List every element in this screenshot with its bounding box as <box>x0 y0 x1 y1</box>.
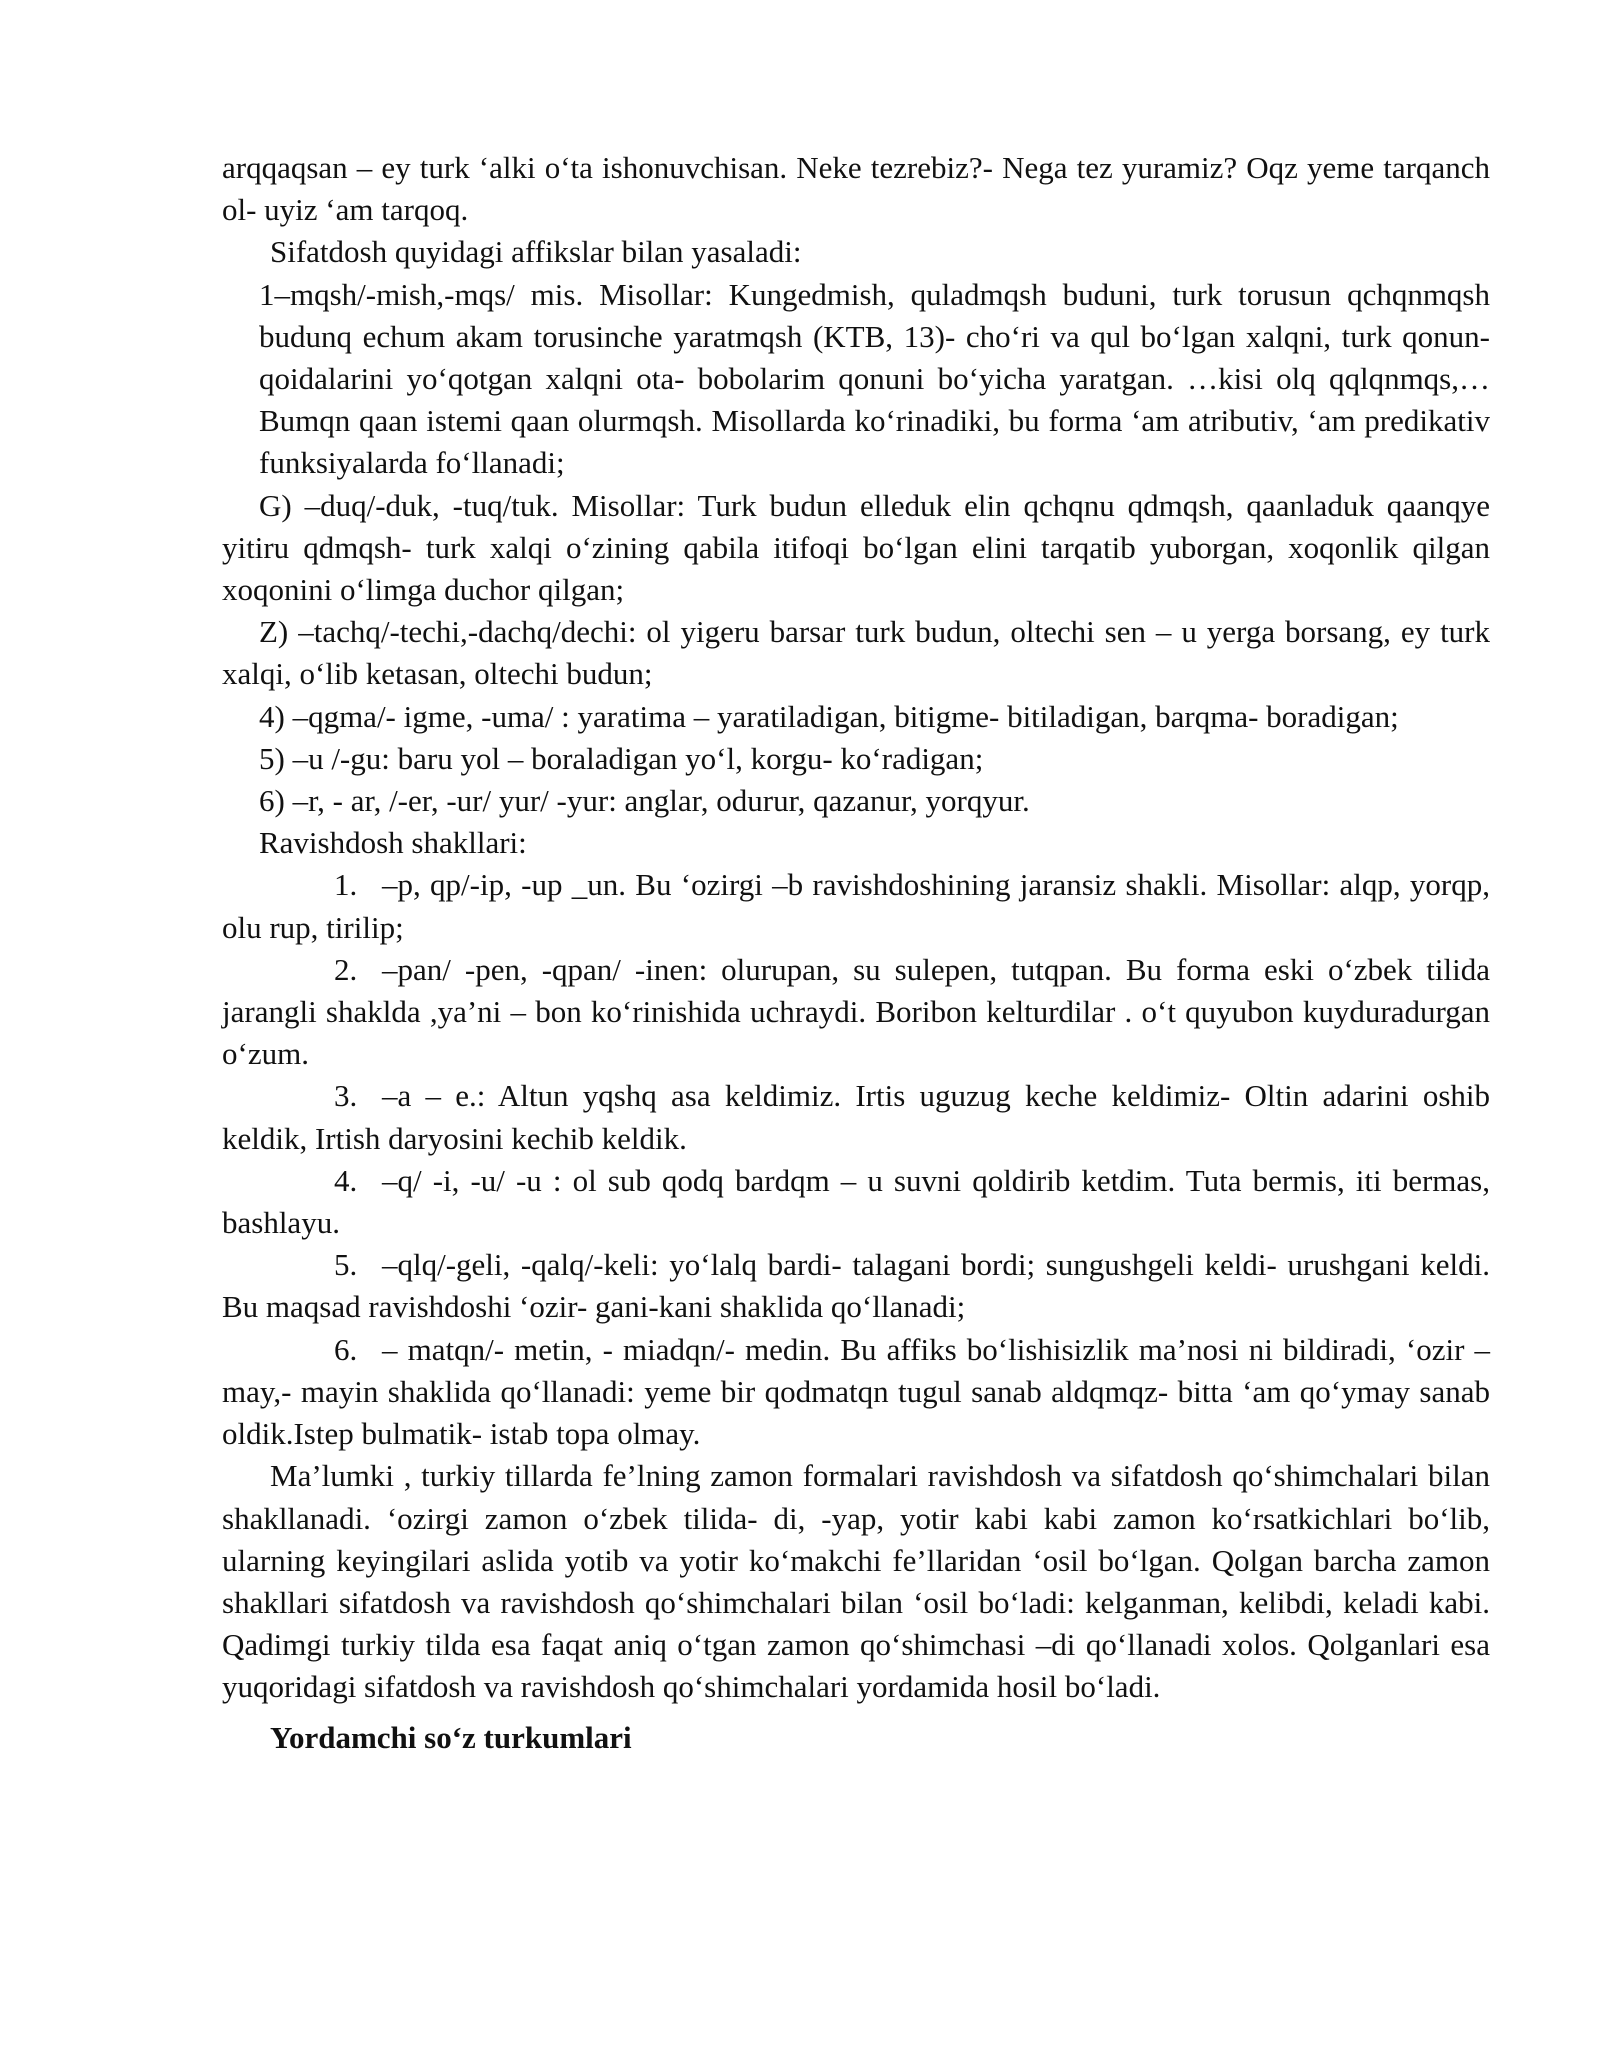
paragraph: 6) –r, - ar, /-er, -ur/ yur/ -yur: anglar, odurur, qazanur, yorqyur. <box>259 783 1030 819</box>
paragraph: Ma’lumki , turkiy tillarda fe’lning zamon formalari ravishdosh va sifatdosh qo‘shimchalari bilan shakllanadi. ‘ozirgi zamon o‘zbek tilida- di, -yap, yotir kabi kabi zamon ko‘rsatkichlari bo‘lib, ularning keyingilari aslida yotib va yotir ko‘makchi fe’llaridan ‘osil bo‘lgan. Qolgan barcha zamon shakllari sifatdosh va ravishdosh qo‘shimchalari bilan ‘osil bo‘ladi: kelganman, kelibdi, keladi kabi. Qadimgi turkiy tilda esa faqat aniq o‘tgan zamon qo‘shimchasi –di qo‘llanadi xolos. Qolganlari esa yuqoridagi sifatdosh va ravishdosh qo‘shimchalari yordamida hosil bo‘ladi. <box>222 1458 1490 1705</box>
numbered-item <box>222 864 1490 948</box>
paragraph: G) –duq/-duk, -tuq/tuk. Misollar: Turk budun elleduk elin qchqnu qdmqsh, qaanladuk qaanqye yitiru qdmqsh- turk xalqi o‘zining qabila itifoqi bo‘lgan elini tarqatib yuborgan, xoqonlik qilgan xoqonini o‘limga duchor qilgan; <box>222 487 1490 608</box>
item-text: –p, qp/-ip, -up _un. Bu ‘ozirgi –b ravishdoshining jaransiz shakli. Misollar: alqp, yorqp, olu rup, tirilip; <box>222 867 1490 945</box>
item-number: 4. <box>334 1162 358 1198</box>
item-text: –q/ -i, -u/ -u : ol sub qodq bardqm – u suvni qoldirib ketdim. Tuta bermis, iti bermas, bashlayu. <box>222 1162 1490 1241</box>
item-number: 5. <box>334 1247 358 1283</box>
paragraph: arqqaqsan – ey turk ‘alki o‘ta ishonuvchisan. Neke tezrebiz?- Nega tez yuramiz? Oqz yeme tarqanch ol- uyiz ‘am tarqoq. <box>222 150 1490 228</box>
item-text: –pan/ -pen, -qpan/ -inen: olurupan, su sulepen, tutqpan. Bu forma eski o‘zbek tilida jarangli shaklda ,ya’ni – bon ko‘rinishida uchraydi. Boribon kelturdilar . o‘t quyubon kuyduradurgan o‘zum. <box>222 951 1490 1072</box>
item-number: 1. <box>334 867 358 903</box>
numbered-item <box>222 1075 1490 1159</box>
section-heading: Yordamchi so‘z turkumlari <box>270 1719 632 1755</box>
paragraph: 5) –u /-gu: baru yol – boraladigan yo‘l, korgu- ko‘radigan; <box>259 740 984 776</box>
paragraph: Ravishdosh shakllari: <box>259 825 527 861</box>
document-page <box>222 147 1490 1759</box>
item-number: 3. <box>334 1078 358 1114</box>
paragraph: 4) –qgma/- igme, -uma/ : yaratima – yaratiladigan, bitigme- bitiladigan, barqma- boradigan; <box>259 698 1399 734</box>
item-text: –qlq/-geli, -qalq/-keli: yo‘lalq bardi- talagani bordi; sungushgeli keldi- urushgani keldi. Bu maqsad ravishdoshi ‘ozir- gani-kani shaklida qo‘llanadi; <box>222 1247 1490 1325</box>
item-text: – matqn/- metin, - miadqn/- medin. Bu affiks bo‘lishisizlik ma’nosi ni bildiradi, ‘ozir –may,- mayin shaklida qo‘llanadi: yeme bir qodmatqn tugul sanab aldqmqz- bitta ‘am qo‘ymay sanab oldik.Istep bulmatik- istab topa olmay. <box>222 1331 1490 1452</box>
paragraph: Z) –tachq/-techi,-dachq/dechi: ol yigeru barsar turk budun, oltechi sen – u yerga borsang, ey turk xalqi, o‘lib ketasan, oltechi budun; <box>222 614 1490 692</box>
item-text: –a – e.: Altun yqshq asa keldimiz. Irtis uguzug keche keldimiz- Oltin adarini oshib keldik, Irtish daryosini kechib keldik. <box>222 1078 1490 1156</box>
numbered-item <box>222 949 1490 1076</box>
numbered-item <box>222 1160 1490 1244</box>
item-number: 6. <box>334 1331 358 1367</box>
numbered-item <box>222 1329 1490 1456</box>
numbered-item <box>222 1244 1490 1328</box>
paragraph: Sifatdosh quyidagi affikslar bilan yasaladi: <box>270 234 802 270</box>
paragraph-list-item: 1–mqsh/-mish,-mqs/ mis. Misollar: Kungedmish, quladmqsh buduni, turk torusun qchqnmqsh budunq echum akam torusinche yaratmqsh (KTB, 13)- cho‘ri va qul bo‘lgan xalqni, turk qonun-qoidalarini yo‘qotgan xalqni ota- bobolarim qonuni bo‘yicha yaratgan. …kisi olq qqlqnmqs,…Bumqn qaan istemi qaan olurmqsh. Misollarda ko‘rinadiki, bu forma ‘am atributiv, ‘am predikativ funksiyalarda fo‘llanadi; <box>259 276 1490 481</box>
item-number: 2. <box>334 951 358 987</box>
